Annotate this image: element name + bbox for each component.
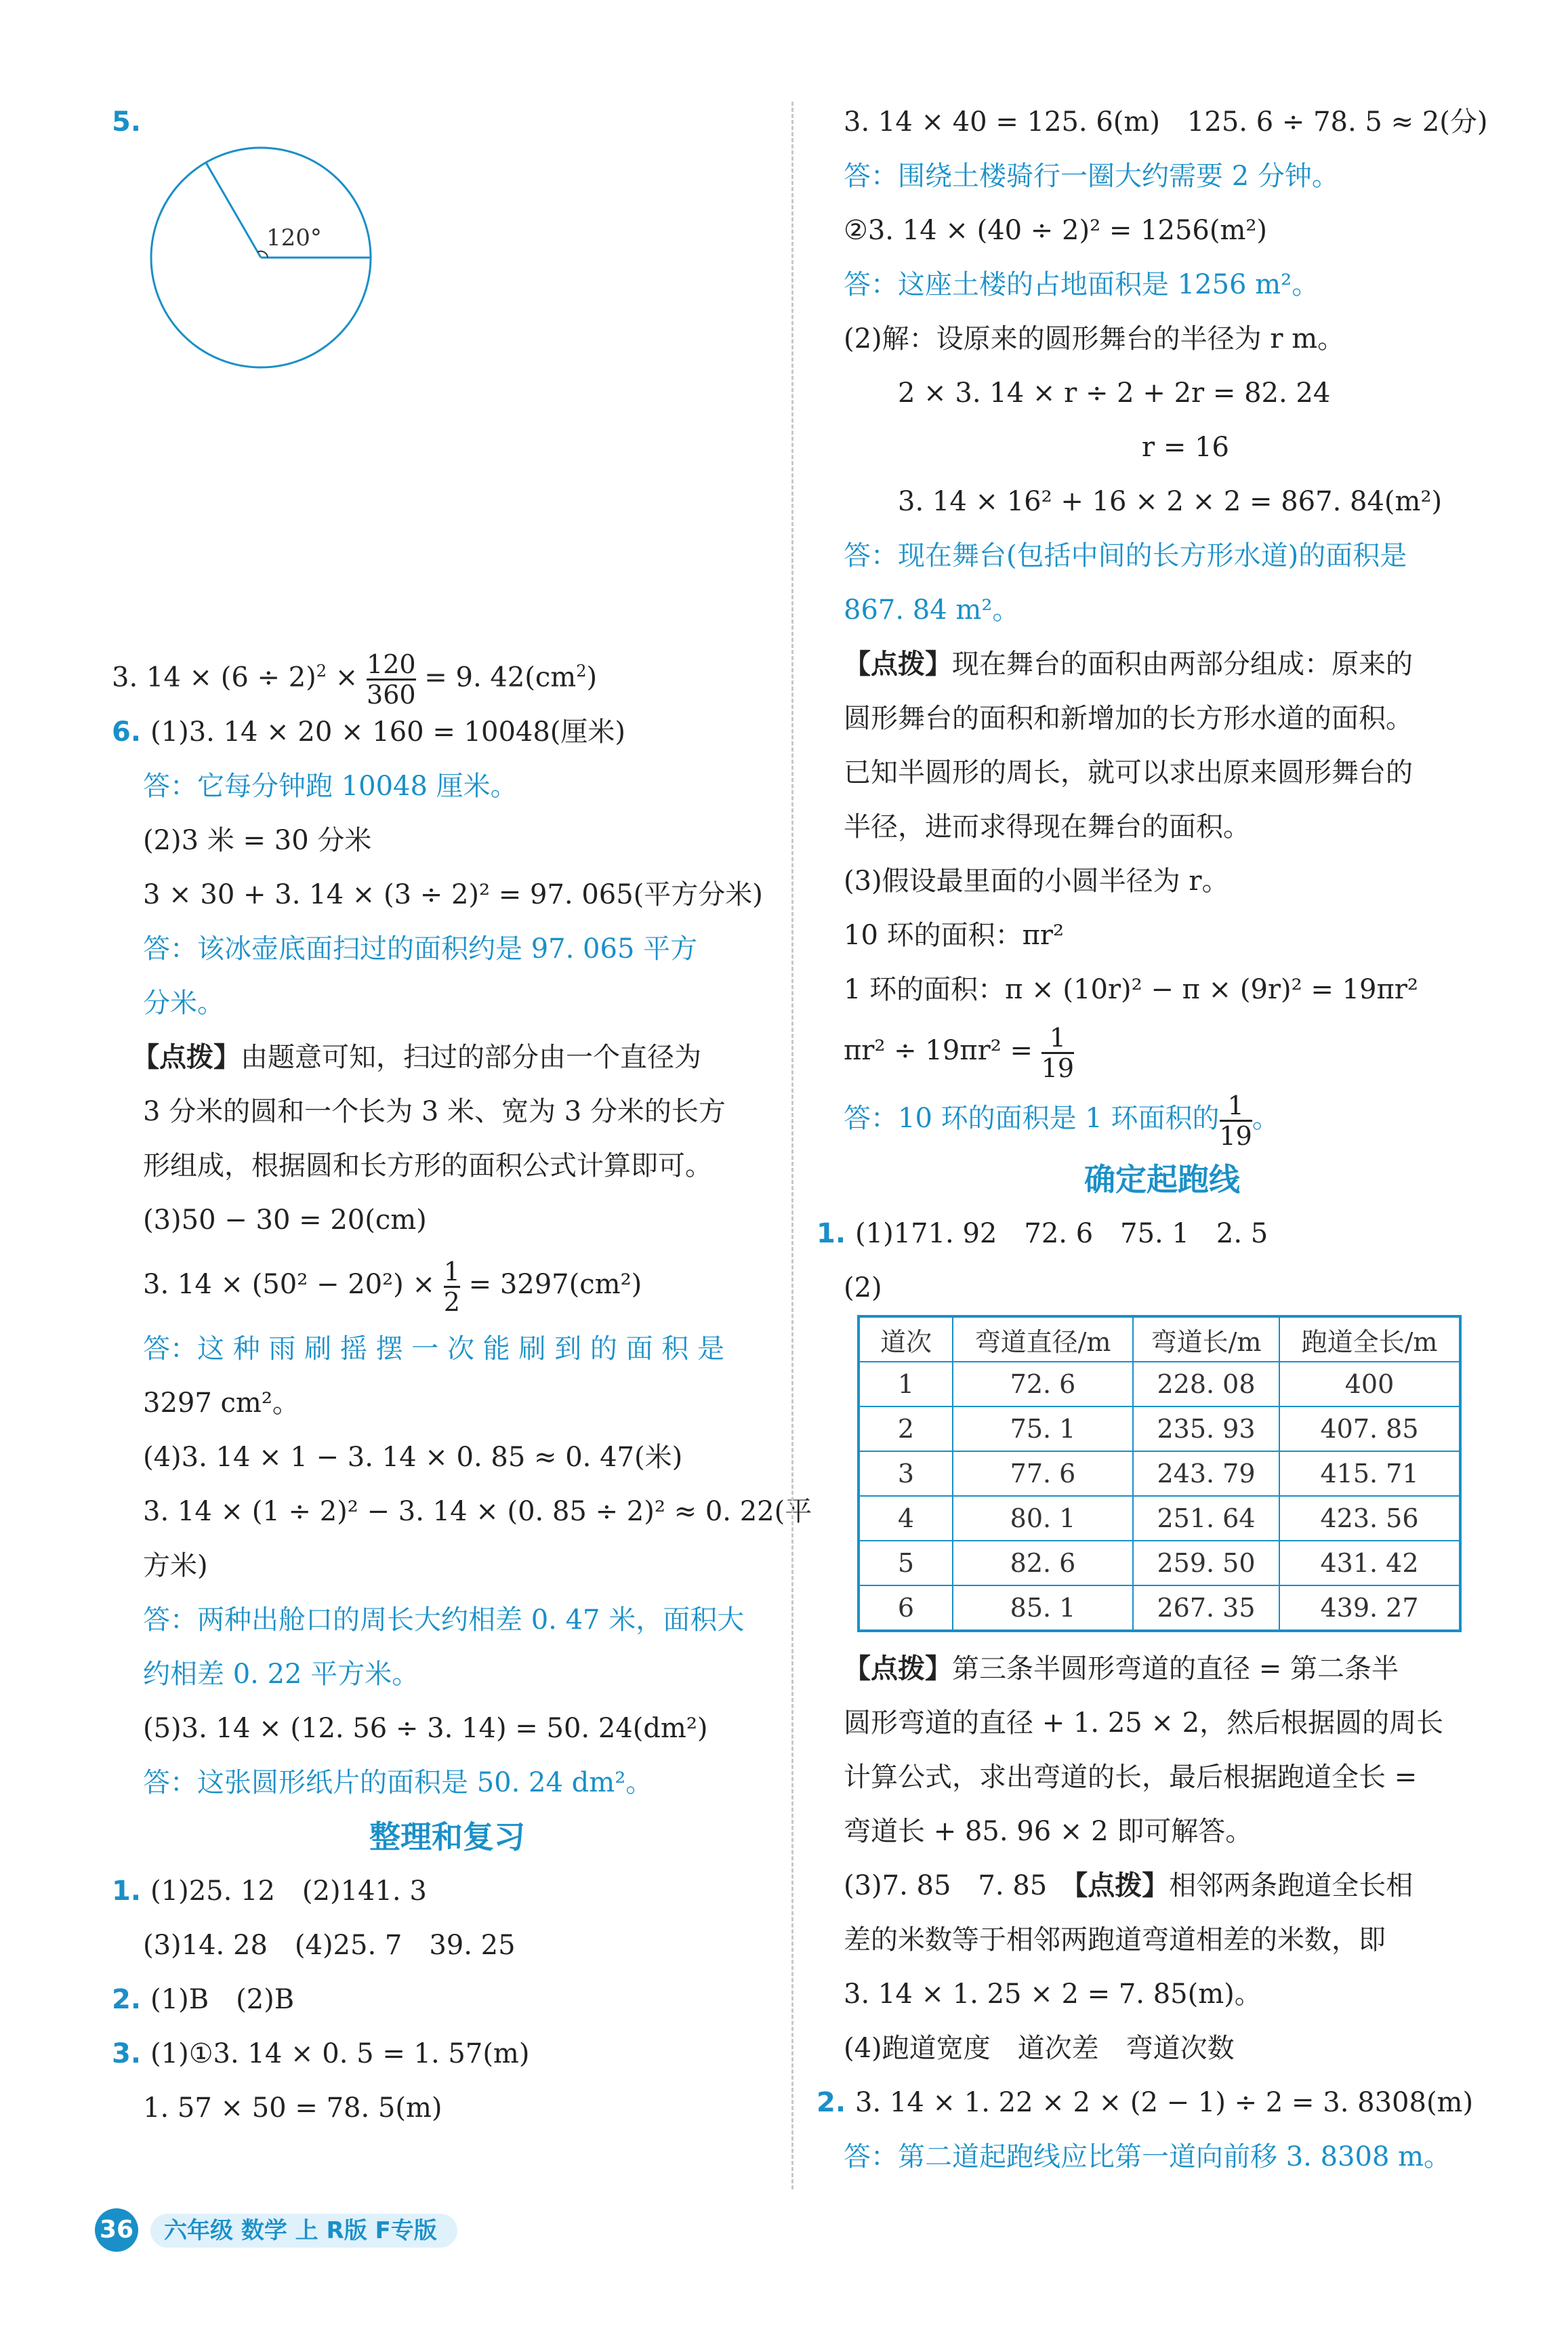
table-row: 6 85. 1 267. 35 439. 27 [859,1585,1460,1631]
right-column: 3. 14 × 40 = 125. 6(m) 125. 6 ÷ 78. 5 ≈ 2(分) 答：围绕土楼骑行一圈大约需要 2 分钟。 ②3. 14 × (40 ÷ 2)² = 1256(m²) 答：这座土楼的占地面积是 1256 m²。 (2)解：设原来的圆形舞台的半径为 r m。 2 × 3. 14 × r ÷ 2 + 2r = 82. 24 r = 16 3. 14 × 16² + 16 × 2 × 2 = 867. 84(m²) 答：现在舞台(包括中间的长方形水道)的面积是 867. 84 m²。 【点拨】现在舞台的面积由两部分组成：原来的 圆形舞台的面积和新增加的长方形水道的面积。 已知半圆形的周长，就可以求出原来圆形舞台的 半径，进而求得现在舞台的面积。 (3)假设最里面的小圆半径为 r。 10 环的面积：πr² 1 环的面积：π × (10r)² − π × (9r)² = 19πr² πr² ÷ 19πr² = $\frac{1}{19}$ 答：10 环的面积是 1 环面积的 $\frac{1}{19}$ 。 确定起跑线 1. (1)171. 92 72. 6 75. 1 2. 5 (2) 道次 弯道直径/m 弯道长/m 跑道全长/m 1 72. 6 228. 08 400 2 75. 1 235. 93 407. 85 3 77. 6 243. 79 415. 71 4 80. 1 251. 64 423. 56 5 82. 6 259. 50 431. 42 6 85. 1 267. 35 439. 27 【点拨】第三条半圆形弯道的直径 = 第二条半 圆形弯道的直径 + 1. 25 × 2，然后根据圆的周长 计算公式，求出弯道的长，最后根据跑道全长 = 弯道长 + 85. 96 × 2 即可解答。 (3)7. 85 7. 85 【点拨】相邻两条跑道全长相 差的米数等于相邻两跑道弯道相差的米数，即 3. 14 × 1. 25 × 2 = 7. 85(m)。 (4)跑道宽度 道次差 弯道次数 2. 3. 14 × 1. 22 × 2 × (2 − 1) ÷ 2 = 3. 8308(m) 答：第二道起跑线应比第一道向前移 3. 8308 m。 [817,106,1488,2172]
fraction: $\frac{1}{19}$ [1219,1090,1252,1151]
table-header: 弯道直径/m [953,1316,1133,1362]
tip-label: 【点拨】 [1074,1870,1170,1901]
angle-label: 120° [266,224,322,251]
fraction: $\frac{1}{19}$ [1041,1022,1075,1083]
table-row: 4 80. 1 251. 64 423. 56 [859,1496,1460,1541]
runway-table [857,1315,1462,1632]
series-label: 六年级 数学 上 R版 F专版 [150,2214,457,2248]
section-title-start: 确定起跑线 [1084,1161,1240,1198]
q6-3-formula: 3. 14 × (50² − 20²) × $\frac{1}{2}$ = 3297(cm²) [143,1256,642,1317]
fraction: $\frac{120}{360}$ [367,649,416,710]
page-number: 36 [95,2208,138,2252]
column-divider [791,102,793,2189]
table-header: 弯道长/m [1133,1316,1279,1362]
answer-line: 答：该冰壶底面扫过的面积约是 97. 065 平方 [143,933,698,965]
table-header-row [859,1316,1460,1362]
table-header: 跑道全长/m [1279,1316,1460,1362]
table-row: 1 72. 6 228. 08 400 [859,1362,1460,1406]
q5-label: 5. [112,106,142,138]
table-row: 3 77. 6 243. 79 415. 71 [859,1451,1460,1496]
table-header: 道次 [859,1316,953,1362]
answer-line: 答：它每分钟跑 10048 厘米。 [143,771,518,802]
fraction: $\frac{1}{2}$ [443,1256,460,1317]
circle-figure [146,142,376,373]
q5-formula: 3. $14 \times (6 \div 2)^2$ × $\frac{120}{360}$ = 9. $42(cm^2)$ [112,649,598,710]
fraction-line: πr² ÷ 19πr² = $\frac{1}{19}$ [844,1022,1075,1083]
left-column: 5. 120° 3. $14 \times (6 \div 2)^2$ × $\frac{120}{360}$ = 9. $42(cm^2)$ 6. (1)3. 14 × 20 × 160 = 10048(厘米) 答：它每分钟跑 10048 厘米。 (2)3 米 = 30 分米 3 × 30 + 3. 14 × (3 ÷ 2)² = 97. 065(平方分米) 答：该冰壶底面扫过的面积约是 97. 065 平方 分米。 【点拨】由题意可知，扫过的部分由一个直径为 3 分米的圆和一个长为 3 米、宽为 3 分米的长方 形组成，根据圆和长方形的面积公式计算即可。 (3)50 − 30 = 20(cm) 3. 14 × (50² − 20²) × $\frac{1}{2}$ = 3297(cm²) 答：这 种 雨 刷 摇 摆 一 次 能 刷 到 的 面 积 是 3297 cm²。 (4)3. 14 × 1 − 3. 14 × 0. 85 ≈ 0. 47(米) 3. 14 × (1 ÷ 2)² − 3. 14 × (0. 85 ÷ 2)² ≈ 0. 22(平 方米) 答：两种出舱口的周长大约相差 0. 47 米，面积大 约相差 0. 22 平方米。 (5)3. 14 × (12. 56 ÷ 3. 14) = 50. 24(dm²) 答：这张圆形纸片的面积是 50. 24 dm²。 整理和复习 1. (1)25. 12 (2)141. 3 (3)14. 28 (4)25. 7 39. 25 2. (1)B (2)B 3. (1)①3. 14 × 0. 5 = 1. 57(m) 1. 57 × 50 = 78. 5(m) [112,106,812,2124]
tip-label: 【点拨】 [844,649,952,680]
radius-angled [206,163,261,258]
fraction-answer: 答：10 环的面积是 1 环面积的 $\frac{1}{19}$ 。 [844,1090,1279,1151]
tip-label: 【点拨】 [844,1653,952,1684]
table-row: 2 75. 1 235. 93 407. 85 [859,1406,1460,1451]
tip-label: 【点拨】 [132,1042,241,1073]
section-title-review: 整理和复习 [369,1819,525,1855]
q6-label: 6. [112,716,142,748]
table-row: 5 82. 6 259. 50 431. 42 [859,1541,1460,1585]
